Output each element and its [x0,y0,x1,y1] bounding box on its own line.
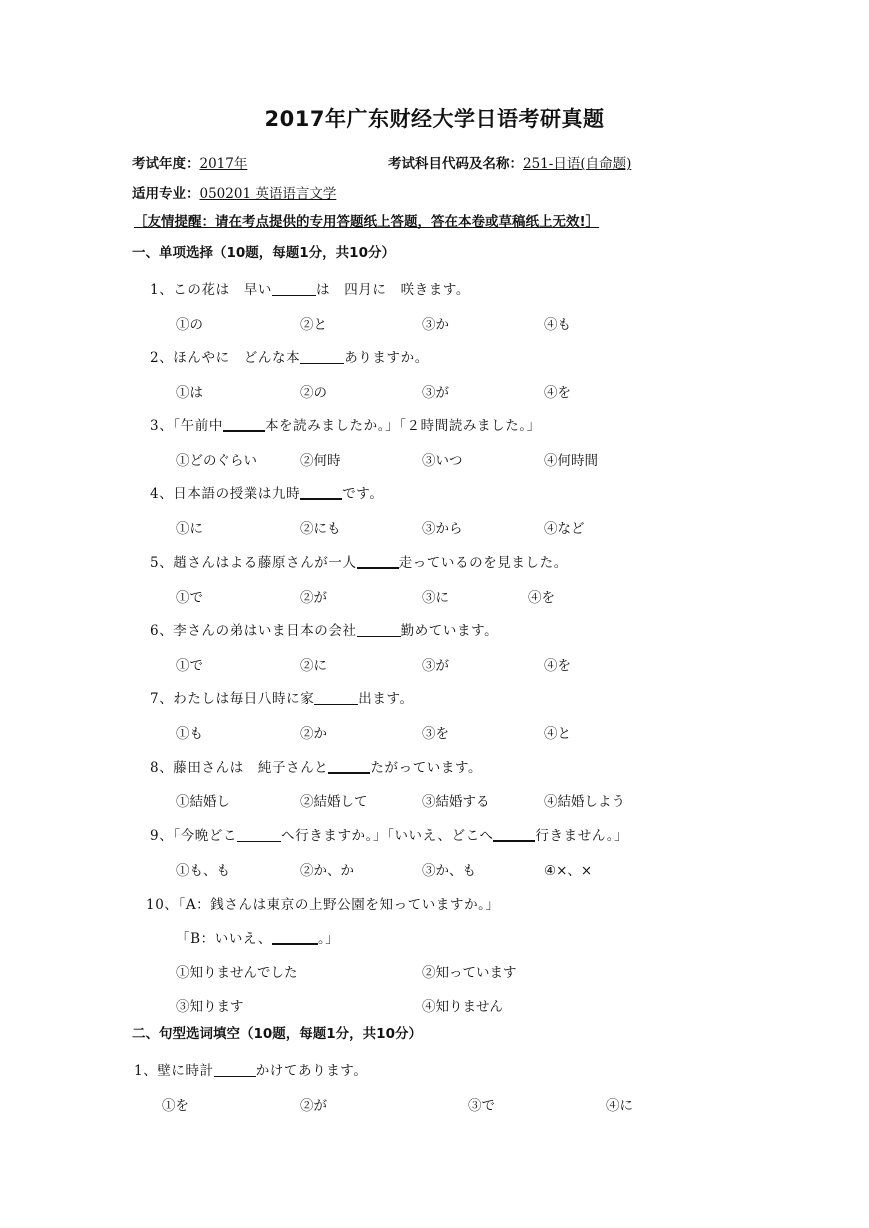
option: ④結婚しよう [544,794,625,810]
exam-year-label: 考试年度： [132,156,200,172]
question-text: へ行きますか。」「いいえ、どこへ [281,828,494,844]
answer-blank [300,349,344,364]
question-7 [150,687,414,707]
question-2 [150,346,429,366]
question-text: 本を読みましたか。」「２時間読みました。」 [264,418,541,434]
question-number: 6、 [150,623,174,639]
section2-heading: 二、句型选词填空（10题，每题1分，共10分） [132,1026,422,1042]
option: ②と [300,317,327,333]
question-text: 壁に時計 [157,1063,214,1079]
question-text: わたしは毎日八時に家 [173,691,315,707]
option: ①で [176,658,203,674]
option: ④など [544,521,585,537]
option: ③が [422,385,449,401]
option: ②に [300,658,327,674]
question-text: 藤田さんは 純子さんと [173,760,329,776]
applicable-major-value: 050201 英语语言文学 [199,186,337,202]
option: ③から [422,521,463,537]
option: ③に [422,590,449,606]
answer-blank [223,416,265,432]
answer-blank [328,758,370,774]
answer-blank [272,929,318,945]
question-number: 8、 [150,760,174,776]
question-text: です。 [342,486,384,502]
question-number: 9、 [150,828,174,844]
question-text: は 四月に 咲きます。 [316,282,471,298]
option: ②か [300,726,327,742]
question-10-reply [176,927,339,947]
exam-year-value: 2017年 [199,156,248,172]
question-text: かけてあります。 [255,1063,368,1079]
question-text: 「今晩どこ [173,828,238,844]
question-text: ありますか。 [344,350,429,366]
option: ④と [544,726,571,742]
option: ②何時 [300,453,341,469]
option: ①も、も [176,863,230,879]
option: ①の [176,317,203,333]
question-number: 10、 [146,897,179,913]
option: ③いつ [422,453,463,469]
option: ②の [300,385,327,401]
exam-notice: ［友情提醒：请在考点提供的专用答题纸上答题，答在本卷或草稿纸上无效!］ [134,214,600,230]
applicable-major [132,182,336,202]
question-number: 4、 [150,486,174,502]
question-text: 李さんの弟はいま日本の会社 [173,623,357,639]
option: ③が [422,658,449,674]
question-text: この花は 早い [173,282,272,298]
option: ④何時間 [544,453,598,469]
question-text: 「A：銭さんは東京の上野公園を知っていますか。」 [178,897,500,913]
question-9 [150,824,628,844]
exam-subject [388,152,631,172]
question-10 [146,893,500,913]
page-title: 2017年广东财经大学日语考研真题 [264,107,605,131]
question-number: 2、 [150,350,174,366]
exam-year [132,152,247,172]
option: ④を [544,658,571,674]
option: ②が [300,590,327,606]
question-text: 「午前中 [173,418,223,434]
option: ①結婚し [176,794,230,810]
option: ①で [176,590,203,606]
option: ③結婚する [422,794,490,810]
option: ④を [544,385,571,401]
question-6 [150,619,498,639]
answer-blank [493,826,535,842]
question-8 [150,756,482,776]
question-text: 出ます。 [358,691,414,707]
option: ②結婚して [300,794,368,810]
option: ④に [606,1098,633,1114]
option: ③か、も [422,863,476,879]
option: ③か [422,317,449,333]
option: ③で [468,1098,495,1114]
option: ②か、か [300,863,354,879]
question-3 [150,414,541,434]
option: ①も [176,726,203,742]
question-text: たがっています。 [370,760,483,776]
question-text: 趙さんはよる藤原さんが一人 [173,555,357,571]
answer-blank [272,281,316,296]
question-number: 1、 [150,282,174,298]
applicable-major-label: 适用专业： [132,186,200,202]
answer-blank [214,1062,256,1077]
question-number: 1、 [134,1063,158,1079]
option: ④も [544,317,571,333]
exam-subject-value: 251-日语(自命题) [523,156,632,172]
answer-blank [357,553,399,569]
option: ②が [300,1098,327,1114]
option: ③知ります [176,999,244,1015]
question-text: 勤めています。 [400,623,499,639]
question-4 [150,482,383,502]
answer-blank [357,622,401,637]
question-number: 7、 [150,691,174,707]
answer-blank [314,690,358,705]
option: ①どのぐらい [176,453,257,469]
option: ②知っています [422,965,517,981]
exam-subject-label: 考试科目代码及名称： [388,156,523,172]
question-number: 5、 [150,555,174,571]
option: ②にも [300,521,341,537]
question-text: 「B：いいえ、 [176,931,272,947]
option: ④知りません [422,999,503,1015]
option: ③を [422,726,449,742]
answer-blank [237,827,281,842]
section2-question-1 [134,1059,367,1079]
question-text: 走っているのを見ました。 [398,555,568,571]
option: ①知りませんでした [176,965,298,981]
option: ④×、× [544,863,593,879]
option: ④を [528,590,555,606]
option: ①に [176,521,203,537]
question-text: 行きません。」 [535,828,629,844]
option: ①を [162,1098,189,1114]
question-1 [150,278,470,298]
section1-heading: 一、单项选择（10题，每题1分，共10分） [132,245,395,261]
question-5 [150,551,568,571]
answer-blank [300,484,342,500]
question-text: ほんやに どんな本 [173,350,301,366]
question-text: 。」 [317,931,340,947]
question-text: 日本語の授業は九時 [173,486,301,502]
question-number: 3、 [150,418,174,434]
option: ①は [176,385,203,401]
